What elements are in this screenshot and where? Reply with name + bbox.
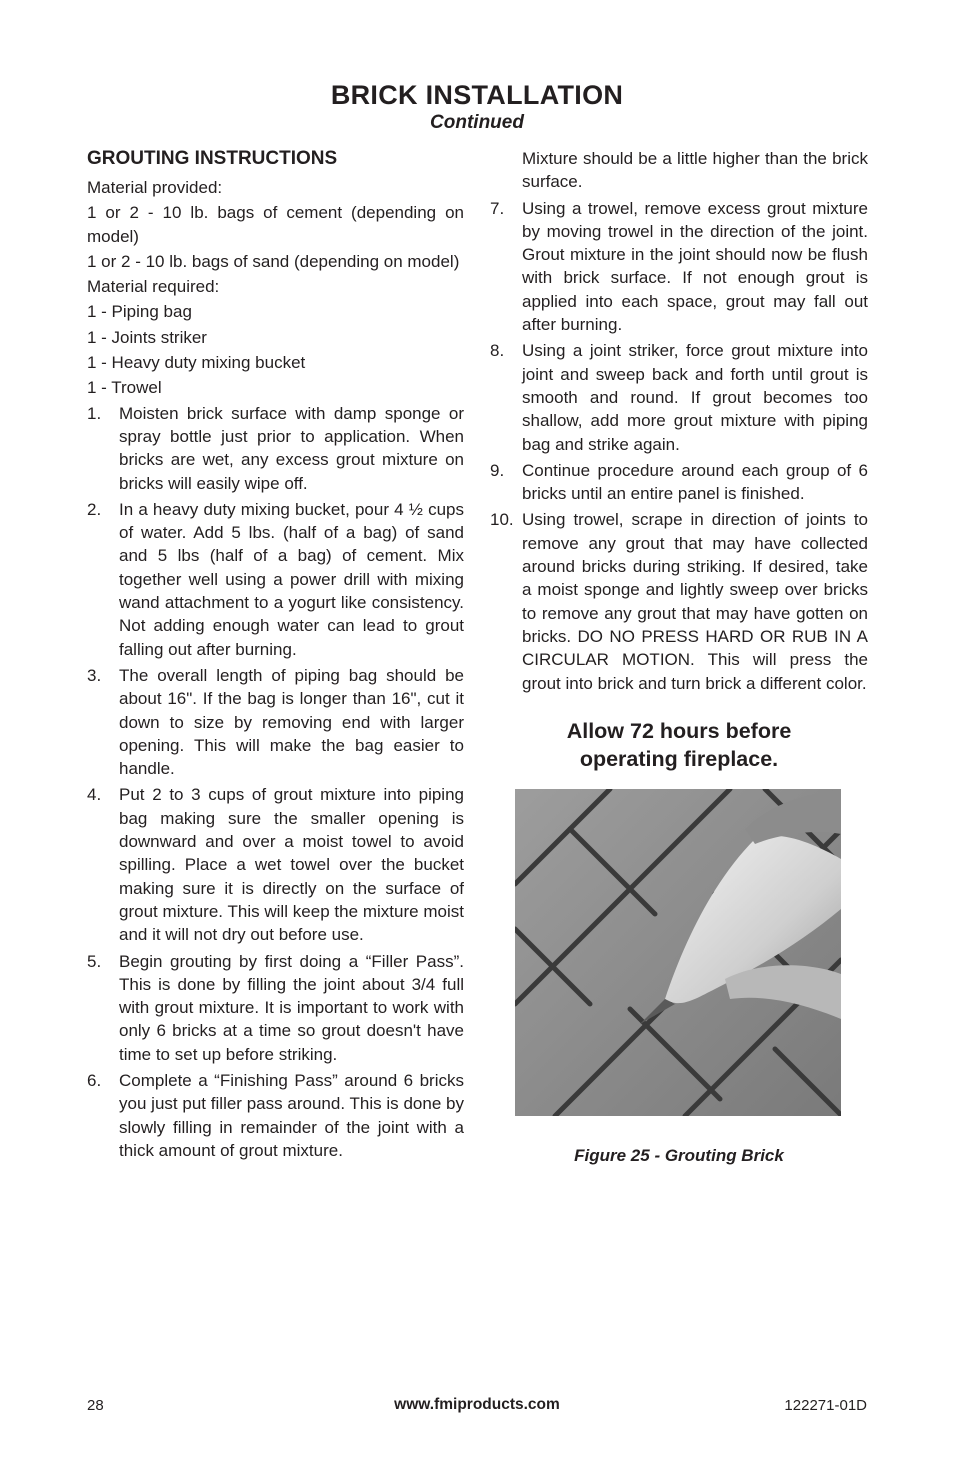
material-item: 1 - Trowel <box>87 378 162 398</box>
page-title: BRICK INSTALLATION <box>330 80 624 110</box>
document-number: 122271-01D <box>784 1397 867 1414</box>
step-item <box>87 783 464 946</box>
material-item: 1 - Heavy duty mixing bucket <box>87 353 306 373</box>
step-continuation: Mixture should be a little higher than the brick surface. <box>522 149 868 192</box>
step-number: 1. <box>87 403 102 423</box>
step-number: 3. <box>87 665 102 685</box>
step-item <box>490 197 868 337</box>
step-text: The overall length of piping bag should be about 16". If the bag is longer than 16", cut it down to size by removing end with larger opening. This will make the bag easier to handle. <box>119 665 464 779</box>
material-item: 1 - Piping bag <box>87 302 192 322</box>
step-number: 5. <box>87 951 102 971</box>
materials-required-label: Material required: <box>87 277 220 297</box>
grouting-brick-photo <box>515 789 841 1116</box>
step-text: Begin grouting by first doing a “Filler Pass”. This is done by filling the joint about 3/4 full with grout mixture. It is important to work with only 6 bricks at a time so grout doesn't have time to set up before striking. <box>119 951 464 1064</box>
step-number: 9. <box>490 460 505 480</box>
right-column <box>490 147 868 1167</box>
step-text: Continue procedure around each group of 6 bricks until an entire panel is finished. <box>522 460 868 504</box>
material-item: 1 or 2 - 10 lb. bags of sand (depending on model) <box>87 251 460 271</box>
step-item <box>87 402 464 495</box>
step-text: Using a joint striker, force grout mixture into joint and sweep back and forth until grout is smooth and round. If grout becomes too shallow, add more grout mixture with piping bag and strike again. <box>522 341 868 454</box>
left-column <box>87 147 464 1165</box>
notice-line: operating fireplace. <box>579 746 779 771</box>
step-number: 7. <box>490 198 505 218</box>
page-number: 28 <box>87 1397 104 1414</box>
step-text: Moisten brick surface with damp sponge or spray bottle just prior to application. When bricks are wet, any excess grout mixture on bricks will easily wipe off. <box>119 403 464 493</box>
website-link[interactable]: www.fmiproducts.com <box>394 1396 560 1413</box>
page-subtitle: Continued <box>430 112 524 133</box>
materials-provided-label: Material provided: <box>87 178 223 197</box>
step-number: 2. <box>87 499 102 519</box>
step-text: Using trowel, scrape in direction of joints to remove any grout that may have collected around bricks during striking. If desired, take a moist sponge and lightly sweep over bricks to remove any grout that may have gotten on bricks. DO NO PRESS HARD OR RUB IN A CIRCULAR MOTION. This will press the grout into brick and turn brick a different color. <box>522 510 868 693</box>
step-text: In a heavy duty mixing bucket, pour 4 ½ cups of water. Add 5 lbs. (half of a bag) of sand and 5 lbs (half of a bag) of cement. Mix together well using a power drill with mixing wand attachment to a yogurt like consistency. Not adding enough water can lead to grout falling out after burning. <box>119 499 464 659</box>
step-item <box>490 508 868 694</box>
step-number: 6. <box>87 1070 102 1090</box>
material-item: 1 or 2 - 10 lb. bags of cement (depending on model) <box>87 203 464 246</box>
step-text: Using a trowel, remove excess grout mixture by moving trowel in the direction of the joint. Grout mixture in the joint should now be flush with brick surface. If not enough grout is applied into each space, grout may fall out after burning. <box>522 198 868 335</box>
step-item <box>87 664 464 780</box>
step-text: Put 2 to 3 cups of grout mixture into piping bag making sure the smaller opening is downward and over a moist towel to avoid spilling. Place a wet towel over the bucket making sure it is directly on the surface of grout mixture. This will keep the mixture moist and it will not dry out before use. <box>119 785 464 945</box>
step-item <box>490 339 868 455</box>
notice-line: Allow 72 hours before <box>566 718 792 743</box>
step-text: Complete a “Finishing Pass” around 6 bricks you just put filler pass around. This is done by slowly filling in remainder of the joint with a thick amount of grout mixture. <box>119 1070 464 1160</box>
section-heading: GROUTING INSTRUCTIONS <box>87 148 338 169</box>
figure-caption: Figure 25 - Grouting Brick <box>574 1145 784 1165</box>
step-item <box>87 1069 464 1162</box>
step-item <box>87 498 464 661</box>
drying-notice <box>490 717 868 773</box>
step-item <box>87 950 464 1066</box>
step-number: 4. <box>87 785 102 805</box>
step-number: 8. <box>490 341 505 361</box>
step-number: 10. <box>490 510 514 530</box>
step-item <box>490 459 868 506</box>
material-item: 1 - Joints striker <box>87 327 207 347</box>
